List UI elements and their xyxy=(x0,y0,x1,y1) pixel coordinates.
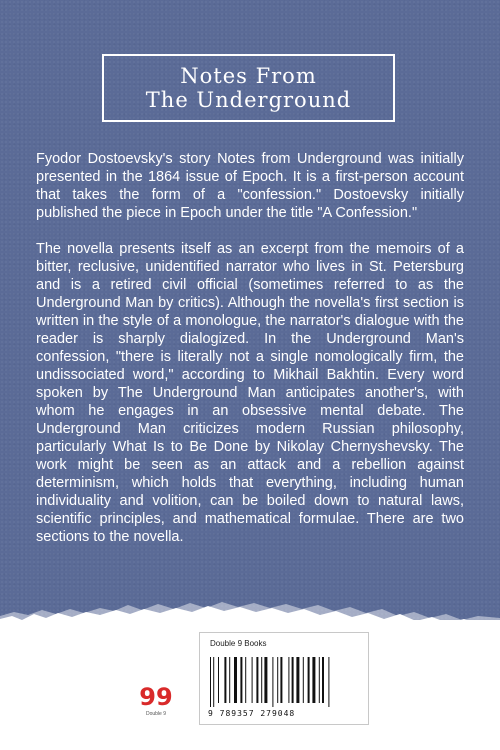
barcode-bar xyxy=(312,657,315,703)
barcode-bar xyxy=(272,657,273,707)
book-title-line-1: Notes From xyxy=(180,64,317,88)
barcode-bar xyxy=(292,657,294,703)
barcode-bar xyxy=(234,657,237,703)
barcode-bar xyxy=(229,657,230,703)
barcode-bar xyxy=(218,657,219,703)
barcode-bar xyxy=(322,657,324,703)
logo-caption: Double 9 xyxy=(145,711,167,717)
isbn-number: 9 789357 279048 xyxy=(208,709,296,718)
barcode-bar xyxy=(256,657,258,703)
barcode-bar xyxy=(224,657,226,703)
barcode-bar xyxy=(280,657,282,703)
barcode-bar xyxy=(319,657,320,703)
publisher-logo-icon xyxy=(136,680,176,720)
barcode-bar xyxy=(245,657,246,703)
barcode-bar xyxy=(277,657,278,703)
barcode-bar xyxy=(296,657,299,703)
barcode-bar xyxy=(264,657,267,703)
description-paragraph-2: The novella presents itself as an excerpt from the memoirs of a bitter, reclusive, unidentified narrator who lives in St. Petersburg and is a retired civil official (sometimes referred to as the Underground Man by critics). Although the novella's first section is written in the style of a monologue, the narrator's dialogue with the reader is sharply dialogized. In the Underground Man's confession, "there is literally not a single nomologically firm, the undissociated word," according to Mikhail Bakhtin. Every word spoken by The Underground Man anticipates another's, with whom he engages in an obsessive mental debate. The Underground Man criticizes modern Russian philosophy, particularly What Is to Be Done by Nikolay Chernyshevsky. The work might be seen as an attack and a rebellion against determinism, which holds that everything, including human individuality and volition, can be boiled down to natural laws, scientific principles, and mathematical formulae. There are two sections to the novella. xyxy=(36,241,464,545)
barcode-bar xyxy=(240,657,242,703)
logo-mark: 99 xyxy=(139,683,173,711)
book-description xyxy=(36,150,464,546)
barcode-bar xyxy=(252,657,253,703)
barcode-bar xyxy=(328,657,329,707)
title-frame xyxy=(102,54,395,122)
barcode-bar xyxy=(303,657,304,703)
barcode-bar xyxy=(261,657,262,703)
publisher-label: Double 9 Books xyxy=(210,639,267,648)
barcode-bar xyxy=(210,657,211,707)
barcode-bar xyxy=(213,657,214,707)
book-title-line-2: The Underground xyxy=(145,88,352,112)
barcode-bar xyxy=(308,657,310,703)
barcode-card xyxy=(199,632,369,725)
description-paragraph-1: Fyodor Dostoevsky's story Notes from Underground was initially presented in the 1864 issue of Epoch. It is a first-person account that takes the form of a "confession." Dostoevsky initially published the piece in Epoch under the title "A Confession." xyxy=(36,151,464,221)
barcode-bar xyxy=(288,657,289,703)
barcode xyxy=(208,655,362,709)
